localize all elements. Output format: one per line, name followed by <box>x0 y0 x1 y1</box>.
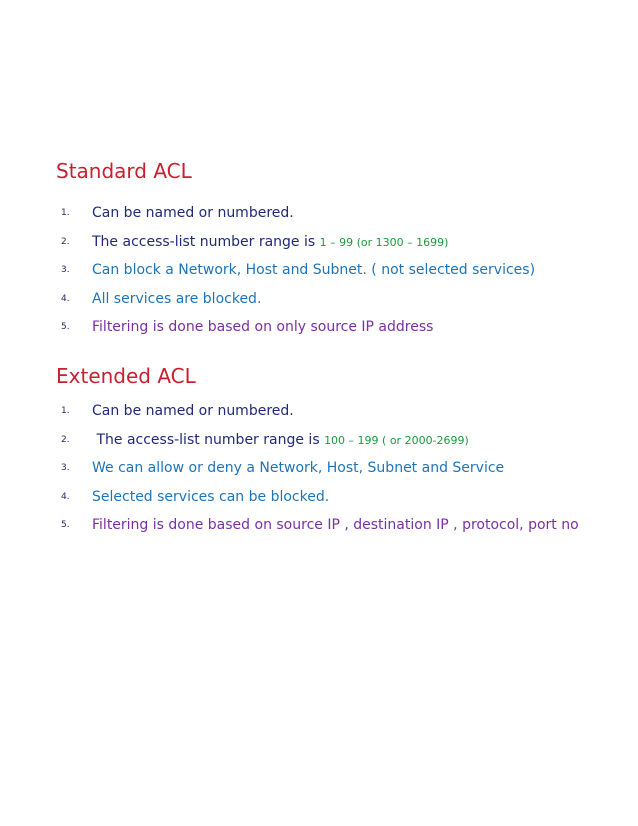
list-item <box>0 400 638 429</box>
list-number: 5. <box>61 520 70 531</box>
list-item-text: Selected services can be blocked. <box>92 488 330 505</box>
list-item-text-with-range <box>92 429 469 452</box>
list-item-text: Can be named or numbered. <box>92 403 294 419</box>
extended-acl-list <box>0 400 638 543</box>
list-item-text: We can allow or deny a Network, Host, Subnet and Service <box>92 460 505 477</box>
list-item-text: Filtering is done based on only source IP address <box>92 319 434 336</box>
list-item <box>0 514 638 543</box>
list-item <box>0 486 638 515</box>
standard-acl-heading: Standard ACL <box>56 159 192 183</box>
list-number: 1. <box>61 406 70 416</box>
list-item-text-with-range <box>92 231 448 254</box>
list-item-text: Can block a Network, Host and Subnet. ( not selected services) <box>92 262 536 279</box>
list-number: 1. <box>61 208 70 218</box>
list-item <box>0 316 638 345</box>
list-item-text: The access-list number range is <box>92 431 325 448</box>
list-number: 2. <box>61 236 70 247</box>
list-number: 3. <box>61 463 70 474</box>
list-item-text: Filtering is done based on source IP , destination IP , protocol, port no <box>92 517 579 534</box>
list-item-text: All services are blocked. <box>92 290 262 307</box>
standard-acl-list <box>0 202 638 345</box>
list-item <box>0 429 638 458</box>
list-item-text: The access-list number range is <box>92 233 320 250</box>
list-item <box>0 288 638 317</box>
list-item-text: Can be named or numbered. <box>92 205 294 221</box>
list-number: 2. <box>61 434 70 445</box>
list-number: 4. <box>61 491 70 502</box>
list-number: 5. <box>61 322 70 333</box>
list-number: 4. <box>61 293 70 304</box>
list-number: 3. <box>61 265 70 276</box>
list-item <box>0 231 638 260</box>
list-item <box>0 259 638 288</box>
list-item <box>0 202 638 231</box>
number-range: 1 – 99 (or 1300 – 1699) <box>319 235 449 249</box>
number-range: 100 – 199 ( or 2000-2699) <box>324 433 469 447</box>
list-item <box>0 457 638 486</box>
extended-acl-heading: Extended ACL <box>56 364 196 388</box>
